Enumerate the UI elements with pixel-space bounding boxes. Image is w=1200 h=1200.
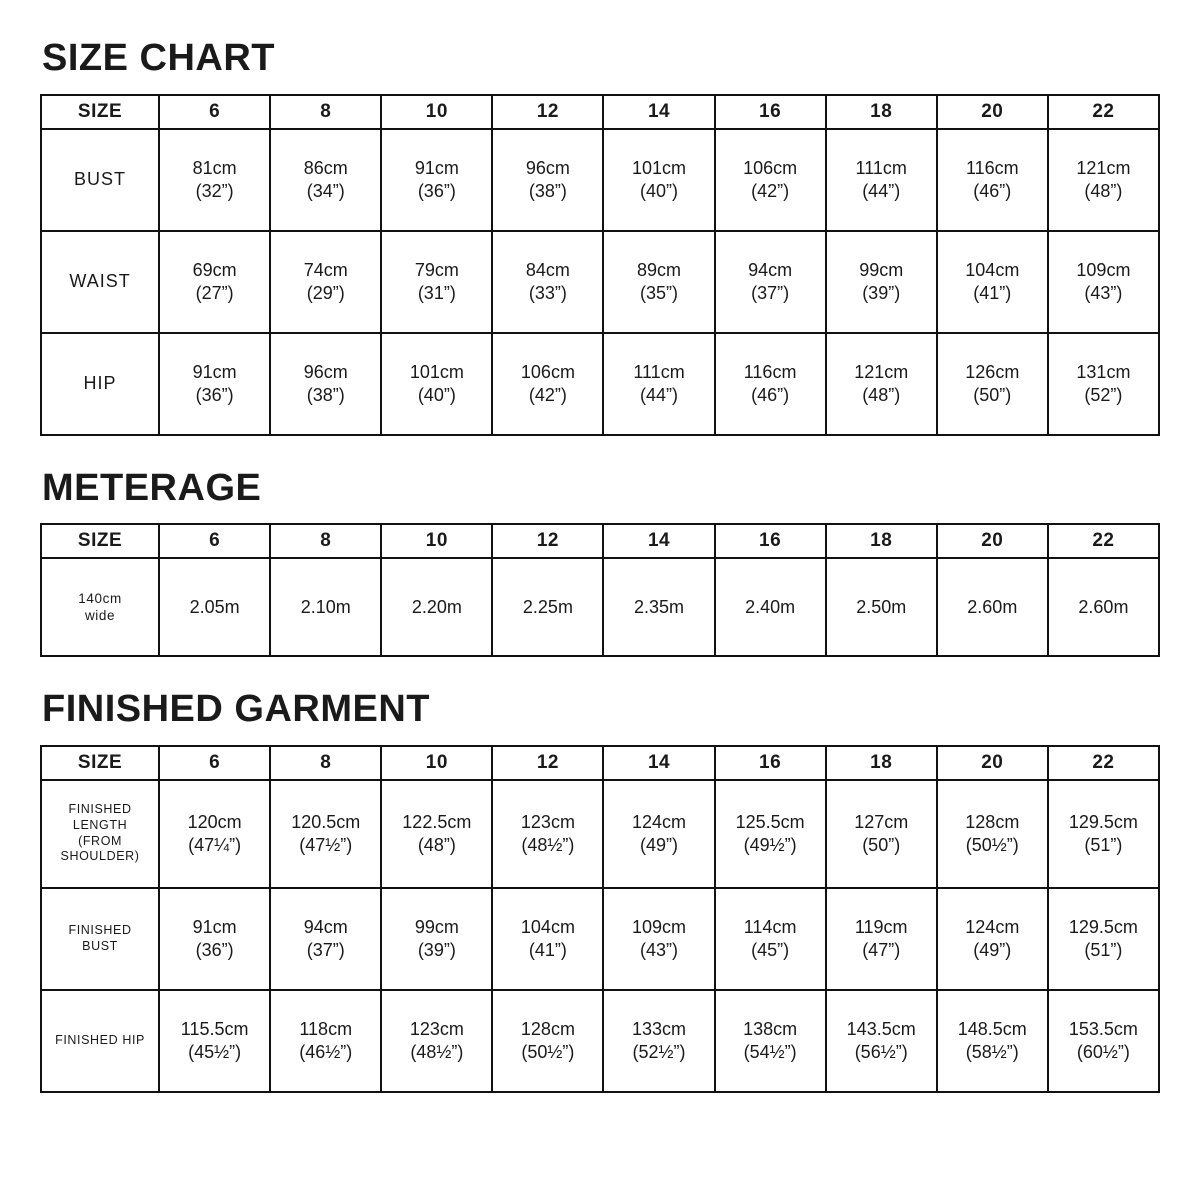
cell-finished-hip-10 — [381, 990, 492, 1092]
cell-hip-20 — [937, 333, 1048, 435]
header-size-14: 14 — [603, 746, 714, 780]
fabric-width-value: 140cm — [78, 590, 122, 606]
cell-value-in: (47½”) — [299, 834, 353, 855]
cell-hip-18 — [826, 333, 937, 435]
cell-finished-length-10 — [381, 780, 492, 888]
cell-value-cm: 106cm — [743, 158, 798, 179]
cell-finished-bust-14 — [603, 888, 714, 990]
cell-bust-20 — [937, 129, 1048, 231]
header-size-20: 20 — [937, 746, 1048, 780]
cell-waist-12 — [492, 231, 603, 333]
cell-waist-14 — [603, 231, 714, 333]
cell-value-in: (33”) — [528, 282, 567, 303]
cell-value-in: (34”) — [306, 180, 345, 201]
cell-hip-14 — [603, 333, 714, 435]
cell-finished-hip-12 — [492, 990, 603, 1092]
header-size-label: SIZE — [41, 746, 159, 780]
header-size-16: 16 — [715, 524, 826, 558]
header-size-18: 18 — [826, 746, 937, 780]
cell-finished-bust-6 — [159, 888, 270, 990]
cell-finished-hip-22 — [1048, 990, 1159, 1092]
cell-value-in: (45”) — [751, 939, 790, 960]
cell-value-in: (43”) — [640, 939, 679, 960]
cell-value-cm: 118cm — [299, 1019, 353, 1040]
cell-value-cm: 122.5cm — [402, 812, 472, 833]
cell-value-in: (40”) — [640, 180, 679, 201]
table-header-row — [41, 524, 1159, 558]
cell-value-in: (40”) — [417, 384, 456, 405]
cell-finished-length-14 — [603, 780, 714, 888]
cell-value-cm: 114cm — [743, 917, 797, 938]
cell-value-in: (31”) — [417, 282, 456, 303]
header-size-22: 22 — [1048, 524, 1159, 558]
cell-value-cm: 104cm — [520, 917, 575, 938]
cell-value-cm: 148.5cm — [957, 1019, 1027, 1040]
cell-value-in: (39”) — [417, 939, 456, 960]
cell-value-cm: 124cm — [632, 812, 687, 833]
cell-value-cm: 127cm — [854, 812, 909, 833]
cell-value-in: (58½”) — [965, 1041, 1019, 1062]
cell-bust-12 — [492, 129, 603, 231]
cell-value-in: (49½”) — [743, 834, 797, 855]
cell-value-in: (36”) — [417, 180, 456, 201]
cell-finished-hip-20 — [937, 990, 1048, 1092]
cell-value-cm: 129.5cm — [1068, 812, 1138, 833]
cell-finished-bust-18 — [826, 888, 937, 990]
header-size-12: 12 — [492, 746, 603, 780]
meterage-table — [40, 523, 1160, 657]
cell-finished-hip-8 — [270, 990, 381, 1092]
cell-meterage-6: 2.05m — [159, 558, 270, 656]
cell-meterage-20: 2.60m — [937, 558, 1048, 656]
cell-value-in: (42”) — [528, 384, 567, 405]
row-label-finished-hip: FINISHED HIP — [41, 990, 159, 1092]
cell-value-in: (29”) — [306, 282, 345, 303]
cell-value-cm: 109cm — [1076, 260, 1131, 281]
cell-bust-22 — [1048, 129, 1159, 231]
fabric-width-unit: wide — [84, 608, 116, 624]
cell-waist-8 — [270, 231, 381, 333]
cell-value-cm: 128cm — [965, 812, 1020, 833]
cell-value-in: (36”) — [195, 939, 234, 960]
cell-value-in: (50½”) — [521, 1041, 575, 1062]
header-size-8: 8 — [270, 95, 381, 129]
cell-value-cm: 121cm — [1076, 158, 1131, 179]
cell-hip-8 — [270, 333, 381, 435]
cell-value-in: (48”) — [862, 384, 901, 405]
cell-value-cm: 120cm — [187, 812, 242, 833]
cell-value-cm: 89cm — [637, 260, 682, 281]
row-label-hip: HIP — [41, 333, 159, 435]
header-size-16: 16 — [715, 95, 826, 129]
cell-hip-22 — [1048, 333, 1159, 435]
cell-value-cm: 133cm — [632, 1019, 687, 1040]
table-row — [41, 780, 1159, 888]
cell-waist-10 — [381, 231, 492, 333]
cell-value-cm: 69cm — [192, 260, 237, 281]
cell-finished-length-8 — [270, 780, 381, 888]
cell-value-in: (36”) — [195, 384, 234, 405]
cell-bust-14 — [603, 129, 714, 231]
cell-value-cm: 104cm — [965, 260, 1020, 281]
header-size-label: SIZE — [41, 524, 159, 558]
cell-value-cm: 96cm — [525, 158, 570, 179]
cell-finished-hip-16 — [715, 990, 826, 1092]
table-header-row — [41, 746, 1159, 780]
cell-value-cm: 116cm — [743, 362, 797, 383]
cell-meterage-12: 2.25m — [492, 558, 603, 656]
cell-value-cm: 106cm — [520, 362, 575, 383]
cell-finished-bust-12 — [492, 888, 603, 990]
cell-meterage-16: 2.40m — [715, 558, 826, 656]
row-label-fabric-width — [41, 558, 159, 656]
cell-value-in: (35”) — [640, 282, 679, 303]
cell-bust-6 — [159, 129, 270, 231]
cell-value-cm: 116cm — [965, 158, 1019, 179]
cell-value-cm: 123cm — [409, 1019, 464, 1040]
table-row — [41, 231, 1159, 333]
cell-finished-length-12 — [492, 780, 603, 888]
row-label-finished-length — [41, 780, 159, 888]
cell-value-cm: 111cm — [855, 158, 907, 179]
cell-value-in: (47”) — [862, 939, 901, 960]
cell-value-in: (50”) — [973, 384, 1012, 405]
cell-value-cm: 126cm — [965, 362, 1020, 383]
row-label-waist: WAIST — [41, 231, 159, 333]
header-size-6: 6 — [159, 95, 270, 129]
cell-finished-length-20 — [937, 780, 1048, 888]
cell-value-in: (48”) — [417, 834, 456, 855]
cell-bust-8 — [270, 129, 381, 231]
cell-value-cm: 74cm — [303, 260, 348, 281]
cell-finished-length-22 — [1048, 780, 1159, 888]
cell-finished-hip-18 — [826, 990, 937, 1092]
cell-value-cm: 119cm — [854, 917, 908, 938]
cell-value-in: (52”) — [1084, 384, 1123, 405]
header-size-14: 14 — [603, 95, 714, 129]
label-line: FINISHED — [68, 923, 132, 938]
cell-value-cm: 79cm — [414, 260, 459, 281]
cell-finished-length-6 — [159, 780, 270, 888]
cell-value-cm: 99cm — [859, 260, 904, 281]
finished-garment-table — [40, 745, 1160, 1093]
cell-value-cm: 120.5cm — [291, 812, 361, 833]
cell-waist-20 — [937, 231, 1048, 333]
header-size-8: 8 — [270, 746, 381, 780]
table-row — [41, 990, 1159, 1092]
cell-finished-bust-16 — [715, 888, 826, 990]
cell-value-cm: 121cm — [854, 362, 909, 383]
cell-finished-bust-20 — [937, 888, 1048, 990]
cell-value-in: (46”) — [973, 180, 1012, 201]
cell-value-cm: 81cm — [192, 158, 237, 179]
cell-finished-bust-8 — [270, 888, 381, 990]
header-size-20: 20 — [937, 95, 1048, 129]
cell-finished-length-18 — [826, 780, 937, 888]
header-size-16: 16 — [715, 746, 826, 780]
cell-value-in: (47¼”) — [188, 834, 242, 855]
cell-waist-16 — [715, 231, 826, 333]
header-size-12: 12 — [492, 524, 603, 558]
cell-value-in: (48½”) — [410, 1041, 464, 1062]
cell-value-in: (54½”) — [743, 1041, 797, 1062]
cell-value-cm: 143.5cm — [846, 1019, 916, 1040]
cell-value-cm: 115.5cm — [180, 1019, 249, 1040]
cell-hip-10 — [381, 333, 492, 435]
header-size-label: SIZE — [41, 95, 159, 129]
cell-finished-bust-22 — [1048, 888, 1159, 990]
table-row — [41, 888, 1159, 990]
cell-value-cm: 153.5cm — [1068, 1019, 1138, 1040]
cell-value-cm: 91cm — [414, 158, 459, 179]
cell-meterage-8: 2.10m — [270, 558, 381, 656]
cell-value-in: (41”) — [528, 939, 567, 960]
label-line: FINISHED — [68, 802, 132, 817]
table-row — [41, 129, 1159, 231]
header-size-22: 22 — [1048, 746, 1159, 780]
cell-value-in: (50”) — [862, 834, 901, 855]
cell-value-cm: 138cm — [743, 1019, 798, 1040]
header-size-10: 10 — [381, 95, 492, 129]
table-row — [41, 558, 1159, 656]
cell-value-in: (48”) — [1084, 180, 1123, 201]
cell-value-in: (37”) — [306, 939, 345, 960]
cell-value-in: (49”) — [973, 939, 1012, 960]
table-header-row — [41, 95, 1159, 129]
cell-meterage-10: 2.20m — [381, 558, 492, 656]
cell-value-cm: 84cm — [525, 260, 570, 281]
size-chart-table — [40, 94, 1160, 436]
cell-bust-10 — [381, 129, 492, 231]
header-size-14: 14 — [603, 524, 714, 558]
cell-value-in: (51”) — [1084, 834, 1123, 855]
cell-finished-hip-6 — [159, 990, 270, 1092]
label-line: BUST — [82, 938, 118, 953]
cell-value-in: (60½”) — [1076, 1041, 1130, 1062]
label-line: LENGTH — [72, 818, 128, 833]
cell-value-cm: 124cm — [965, 917, 1020, 938]
spacer — [40, 440, 1160, 468]
cell-value-cm: 94cm — [303, 917, 348, 938]
cell-value-in: (46”) — [751, 384, 790, 405]
table-row — [41, 333, 1159, 435]
cell-value-in: (52½”) — [632, 1041, 686, 1062]
cell-waist-22 — [1048, 231, 1159, 333]
header-size-8: 8 — [270, 524, 381, 558]
cell-value-cm: 111cm — [633, 362, 685, 383]
cell-value-in: (48½”) — [521, 834, 575, 855]
cell-value-cm: 128cm — [520, 1019, 575, 1040]
cell-meterage-18: 2.50m — [826, 558, 937, 656]
cell-finished-bust-10 — [381, 888, 492, 990]
cell-hip-12 — [492, 333, 603, 435]
cell-value-cm: 86cm — [303, 158, 348, 179]
cell-value-in: (27”) — [195, 282, 234, 303]
cell-value-cm: 109cm — [632, 917, 687, 938]
cell-hip-16 — [715, 333, 826, 435]
spacer — [40, 661, 1160, 689]
cell-value-in: (56½”) — [854, 1041, 908, 1062]
cell-value-cm: 129.5cm — [1068, 917, 1138, 938]
header-size-6: 6 — [159, 524, 270, 558]
cell-value-in: (37”) — [751, 282, 790, 303]
cell-value-in: (44”) — [640, 384, 679, 405]
cell-value-in: (44”) — [862, 180, 901, 201]
cell-value-in: (41”) — [973, 282, 1012, 303]
cell-value-cm: 91cm — [192, 917, 237, 938]
meterage-title: METERAGE — [42, 466, 262, 509]
cell-value-in: (49”) — [640, 834, 679, 855]
cell-value-cm: 101cm — [409, 362, 464, 383]
cell-bust-16 — [715, 129, 826, 231]
cell-waist-6 — [159, 231, 270, 333]
cell-value-cm: 131cm — [1076, 362, 1131, 383]
cell-value-cm: 96cm — [303, 362, 348, 383]
cell-meterage-14: 2.35m — [603, 558, 714, 656]
header-size-12: 12 — [492, 95, 603, 129]
cell-waist-18 — [826, 231, 937, 333]
cell-value-cm: 91cm — [192, 362, 237, 383]
cell-value-cm: 94cm — [748, 260, 793, 281]
cell-value-in: (45½”) — [188, 1041, 242, 1062]
cell-meterage-22: 2.60m — [1048, 558, 1159, 656]
cell-value-in: (50½”) — [965, 834, 1019, 855]
cell-hip-6 — [159, 333, 270, 435]
cell-value-cm: 101cm — [632, 158, 687, 179]
cell-value-in: (39”) — [862, 282, 901, 303]
header-size-18: 18 — [826, 95, 937, 129]
cell-value-in: (51”) — [1084, 939, 1123, 960]
cell-value-cm: 123cm — [520, 812, 575, 833]
cell-value-in: (42”) — [751, 180, 790, 201]
row-label-finished-bust — [41, 888, 159, 990]
cell-value-in: (38”) — [306, 384, 345, 405]
finished-garment-title: FINISHED GARMENT — [42, 688, 430, 731]
header-size-10: 10 — [381, 746, 492, 780]
cell-finished-length-16 — [715, 780, 826, 888]
cell-value-in: (43”) — [1084, 282, 1123, 303]
header-size-18: 18 — [826, 524, 937, 558]
row-label-bust: BUST — [41, 129, 159, 231]
cell-finished-hip-14 — [603, 990, 714, 1092]
label-line: SHOULDER) — [60, 849, 140, 864]
header-size-6: 6 — [159, 746, 270, 780]
cell-bust-18 — [826, 129, 937, 231]
header-size-10: 10 — [381, 524, 492, 558]
cell-value-in: (46½”) — [299, 1041, 353, 1062]
cell-value-cm: 99cm — [414, 917, 459, 938]
cell-value-in: (38”) — [528, 180, 567, 201]
cell-value-in: (32”) — [195, 180, 234, 201]
label-line: (FROM — [78, 833, 123, 848]
header-size-20: 20 — [937, 524, 1048, 558]
cell-value-cm: 125.5cm — [735, 812, 805, 833]
size-chart-title: SIZE CHART — [42, 37, 275, 79]
header-size-22: 22 — [1048, 95, 1159, 129]
